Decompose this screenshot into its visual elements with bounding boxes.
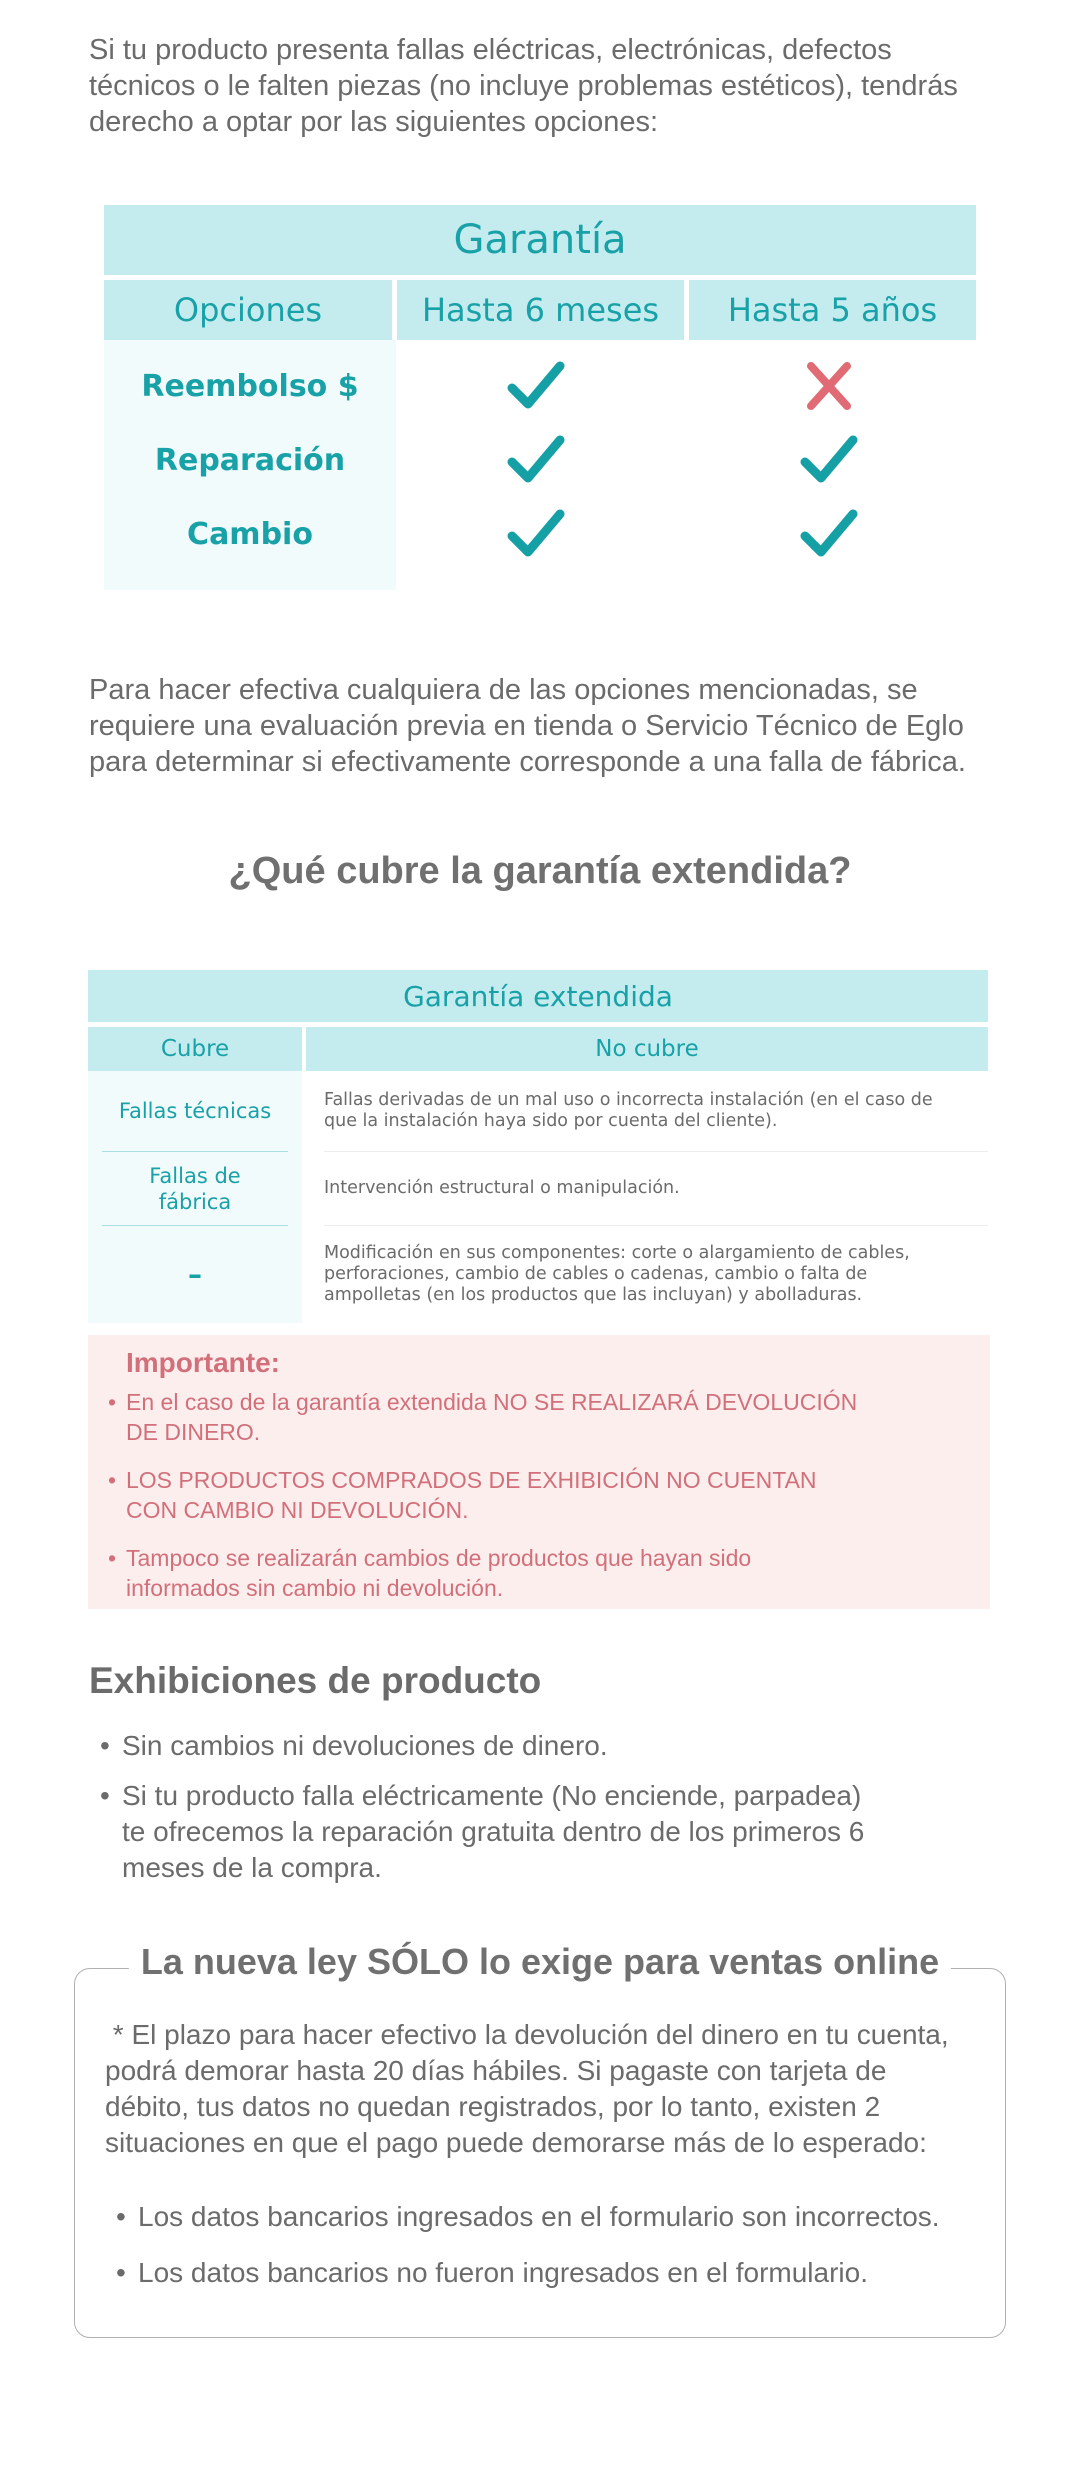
not-covered-item: Modificación en sus componentes: corte o alargamiento de cables, perforaciones, cambio de cables o cadenas, cambio o falta de ampolletas (en los productos que las incluyan) y abolladuras. <box>324 1243 910 1305</box>
exhibitions-title: Exhibiciones de producto <box>89 1660 542 1701</box>
column-header-not-covers: No cubre <box>306 1027 988 1071</box>
column-header-five-years: Hasta 5 años <box>689 280 976 340</box>
important-item <box>126 1543 946 1603</box>
important-item <box>126 1465 946 1525</box>
check-icon <box>506 356 566 416</box>
evaluation-line: requiere una evaluación previa en tienda o Servicio Técnico de Eglo <box>89 710 964 742</box>
cross-icon <box>799 356 859 416</box>
law-line: situaciones en que el pago puede demorarse más de lo esperado: <box>105 2127 927 2158</box>
exhibitions-item <box>122 1728 608 1764</box>
exhibitions-line: • Si tu producto falla eléctricamente (No enciende, parpadea) <box>122 1780 862 1811</box>
law-list-item: • Los datos bancarios no fueron ingresados en el formulario. <box>138 2255 868 2291</box>
evaluation-paragraph <box>89 672 989 780</box>
important-notice <box>88 1335 990 1609</box>
extended-warranty-table <box>88 970 988 1323</box>
intro-line: derecho a optar por las siguientes opciones: <box>89 106 659 138</box>
extended-table-title: Garantía extendida <box>88 970 988 1022</box>
covered-item: Fallas de fábrica <box>149 1163 241 1214</box>
law-line: podrá demorar hasta 20 días hábiles. Si pagaste con tarjeta de <box>105 2055 887 2086</box>
extended-table-body <box>88 1071 988 1323</box>
check-icon <box>799 504 859 564</box>
exhibitions-line: te ofrecemos la reparación gratuita dentro de los primeros 6 <box>122 1816 865 1847</box>
check-icon <box>506 430 566 490</box>
warranty-table <box>104 205 976 590</box>
warranty-row <box>104 349 976 423</box>
important-line: informados sin cambio ni devolución. <box>126 1575 504 1601</box>
important-line: CON CAMBIO NI DEVOLUCIÓN. <box>126 1497 469 1523</box>
option-label: Reembolso $ <box>141 368 359 404</box>
important-line: • Tampoco se realizarán cambios de productos que hayan sido <box>126 1545 752 1571</box>
intro-line: técnicos o le falten piezas (no incluye problemas estéticos), tendrás <box>89 70 958 102</box>
not-covered-item: Fallas derivadas de un mal uso o incorrecta instalación (en el caso de que la instalación haya sido por cuenta del cliente). <box>324 1090 933 1131</box>
column-header-six-months: Hasta 6 meses <box>397 280 684 340</box>
covered-item: – <box>188 1257 202 1291</box>
warranty-row <box>104 497 976 571</box>
law-line: * El plazo para hacer efectivo la devolución del dinero en tu cuenta, <box>105 2019 949 2050</box>
law-title: La nueva ley SÓLO lo exige para ventas online <box>129 1941 951 1983</box>
important-item <box>126 1387 946 1447</box>
law-paragraph <box>105 2017 975 2161</box>
warranty-row <box>104 423 976 497</box>
important-line: • En el caso de la garantía extendida NO SE REALIZARÁ DEVOLUCIÓN <box>126 1389 858 1415</box>
evaluation-line: Para hacer efectiva cualquiera de las opciones mencionadas, se <box>89 674 918 706</box>
warranty-table-body <box>104 340 976 590</box>
column-header-options: Opciones <box>104 280 392 340</box>
exhibitions-line: meses de la compra. <box>122 1852 382 1883</box>
check-icon <box>799 430 859 490</box>
option-label: Cambio <box>187 516 313 552</box>
extended-warranty-heading: ¿Qué cubre la garantía extendida? <box>228 850 852 892</box>
online-law-box <box>74 1941 1006 2338</box>
law-line: débito, tus datos no quedan registrados, por lo tanto, existen 2 <box>105 2091 881 2122</box>
important-title: Importante: <box>126 1347 280 1378</box>
intro-paragraph <box>89 32 969 140</box>
option-label: Reparación <box>154 442 346 478</box>
check-icon <box>506 504 566 564</box>
intro-line: Si tu producto presenta fallas eléctricas, electrónicas, defectos <box>89 34 892 66</box>
evaluation-line: para determinar si efectivamente corresponde a una falla de fábrica. <box>89 746 966 778</box>
extended-table-header <box>88 1027 988 1071</box>
warranty-table-header <box>104 280 976 340</box>
column-header-covers: Cubre <box>88 1027 302 1071</box>
covered-item: Fallas técnicas <box>118 1099 272 1123</box>
exhibitions-item <box>122 1778 864 1886</box>
not-covered-item: Intervención estructural o manipulación. <box>324 1178 680 1198</box>
law-list-item: • Los datos bancarios ingresados en el formulario son incorrectos. <box>138 2199 940 2235</box>
important-line: DE DINERO. <box>126 1419 261 1445</box>
warranty-table-title: Garantía <box>104 205 976 275</box>
exhibitions-line: • Sin cambios ni devoluciones de dinero. <box>122 1730 608 1761</box>
important-line: • LOS PRODUCTOS COMPRADOS DE EXHIBICIÓN NO CUENTAN <box>126 1467 817 1493</box>
